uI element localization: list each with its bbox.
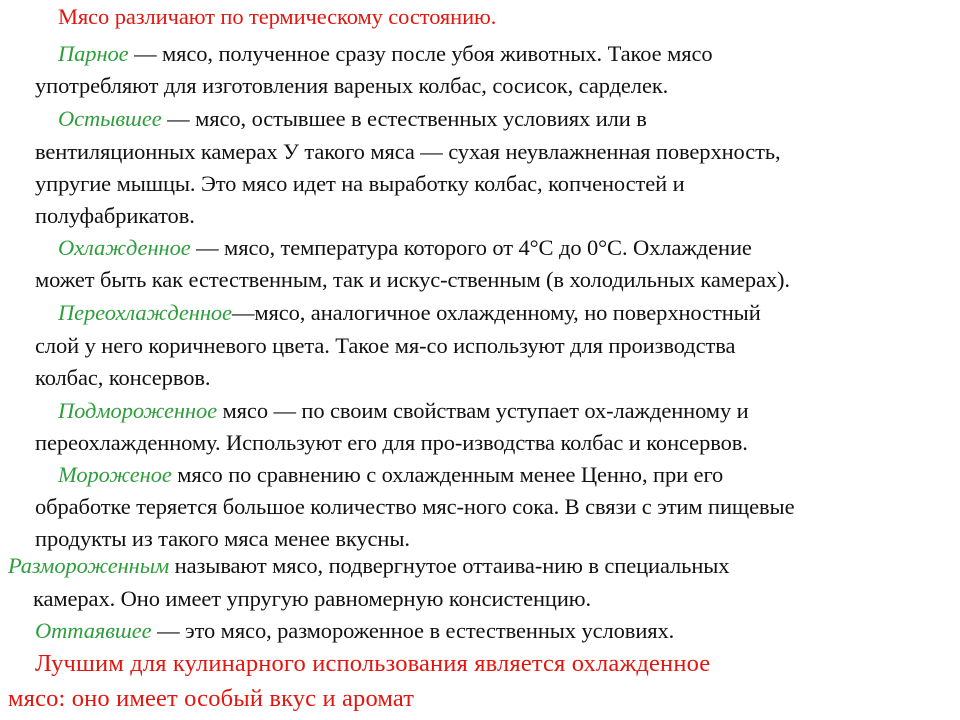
paragraph-morozhenoe-line-2: обработке теряется большое количество мяс-ного сока. В связи с этим пищевые <box>35 494 795 519</box>
paragraph-razmorozhennoe-line-2: камерах. Оно имеет упругую равномерную консистенцию. <box>33 586 592 611</box>
paragraph-morozhenoe-line-1: Мороженое мясо по сравнению с охлажденным менее Ценно, при его <box>58 462 724 487</box>
term-ostyvshee: Остывшее <box>58 106 162 131</box>
conclusion-line-1: Лучшим для кулинарного использования является охлажденное <box>35 650 711 677</box>
paragraph-ostyvshee-line-1: Остывшее — мясо, остывшее в естественных условиях или в <box>58 106 647 131</box>
term-parnoe: Парное <box>58 41 129 66</box>
paragraph-pereokhlazhdennoe-line-2: слой у него коричневого цвета. Такое мя-со используют для производства <box>35 333 736 358</box>
paragraph-ostyvshee-line-3: упругие мышцы. Это мясо идет на выработку колбас, копченостей и <box>35 171 685 196</box>
paragraph-ostyvshee-line-4: полуфабрикатов. <box>35 203 195 228</box>
term-ottayavshee: Оттаявшее <box>35 618 152 643</box>
paragraph-pereokhlazhdennoe-line-1: Переохлажденное—мясо, аналогичное охлажденному, но поверхностный <box>58 300 761 325</box>
term-razmorozhennoe: Размороженным <box>8 553 170 578</box>
term-okhlazhdennoe: Охлажденное <box>58 235 191 260</box>
paragraph-parnoe-line-1: Парное — мясо, полученное сразу после убоя животных. Такое мясо <box>58 41 713 66</box>
term-morozhenoe: Мороженое <box>58 462 172 487</box>
paragraph-ottayavshee-line-1: Оттаявшее — это мясо, размороженное в естественных условиях. <box>35 618 675 643</box>
paragraph-okhlazhdennoe-line-2: может быть как естественным, так и искус-ственным (в холодильных камерах). <box>35 267 790 292</box>
paragraph-podmorozhennoe-line-2: переохлажденному. Используют его для про-изводства колбас и консервов. <box>35 430 748 455</box>
heading: Мясо различают по термическому состоянию. <box>58 4 497 29</box>
conclusion-line-2: мясо: оно имеет особый вкус и аромат <box>8 685 415 712</box>
paragraph-pereokhlazhdennoe-line-3: колбас, консервов. <box>35 365 211 390</box>
paragraph-ostyvshee-line-2: вентиляционных камерах У такого мяса — сухая неувлажненная поверхность, <box>35 139 781 164</box>
paragraph-parnoe-line-2: употребляют для изготовления вареных колбас, сосисок, сарделек. <box>35 73 669 98</box>
paragraph-podmorozhennoe-line-1: Подмороженное мясо — по своим свойствам уступает ох-лажденному и <box>58 398 749 423</box>
paragraph-morozhenoe-line-3: продукты из такого мяса менее вкусны. <box>35 526 410 551</box>
paragraph-razmorozhennoe-line-1: Размороженным называют мясо, подвергнутое оттаива-нию в специальных <box>8 553 730 578</box>
term-podmorozhennoe: Подмороженное <box>58 398 218 423</box>
paragraph-okhlazhdennoe-line-1: Охлажденное — мясо, температура которого от 4°С до 0°С. Охлаждение <box>58 235 752 260</box>
term-pereokhlazhdennoe: Переохлажденное <box>58 300 232 325</box>
